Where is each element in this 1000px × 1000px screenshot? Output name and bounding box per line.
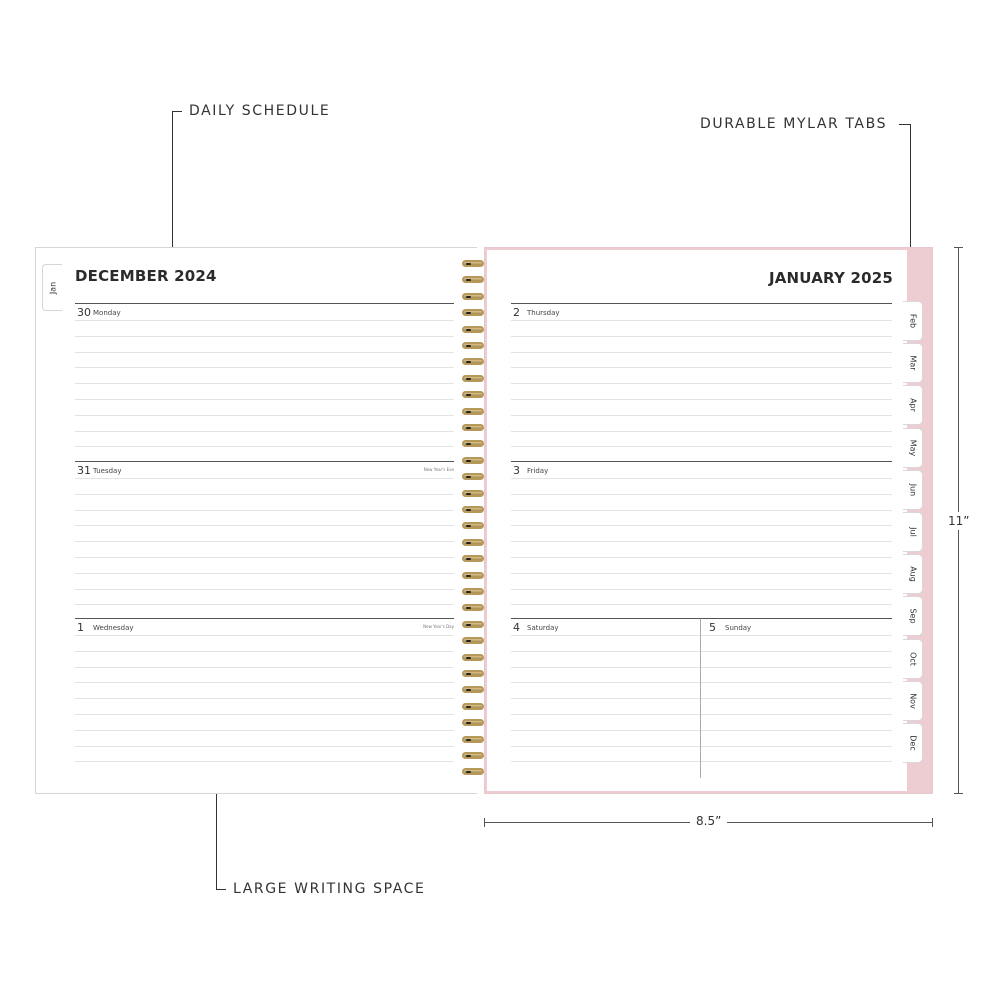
ruled-line [701,761,892,762]
writing-space-callout: LARGE WRITING SPACE [233,881,426,897]
month-tab-label: Mar [908,355,917,371]
ruled-line [75,557,454,558]
ruled-line [511,352,892,353]
month-tab-nov[interactable] [903,681,923,721]
coil-ring [462,752,484,759]
ruled-line [511,604,892,605]
height-dimension-label: 11” [948,514,970,528]
ruled-line [701,651,892,652]
ruled-line [511,478,892,479]
ruled-line [511,494,892,495]
day-number: 3 [513,464,520,477]
ruled-line [75,494,454,495]
ruled-line [701,635,892,636]
ruled-line [701,714,892,715]
ruled-line [75,730,454,731]
ruled-line [511,589,892,590]
ruled-line [511,698,700,699]
holiday-label: New Year's Day [423,624,454,629]
month-tab-label: Dec [908,735,917,751]
day-block-jan-2 [511,303,892,461]
holiday-label: New Year's Eve [423,467,454,472]
ruled-line [511,651,700,652]
width-dimension-label: 8.5” [690,814,727,828]
ruled-line [701,682,892,683]
ruled-line [511,525,892,526]
coil-ring [462,326,484,333]
ruled-line [75,399,454,400]
ruled-line [75,698,454,699]
month-tab-jun[interactable] [903,470,923,510]
ruled-line [511,557,892,558]
ruled-line [701,667,892,668]
ruled-line [75,589,454,590]
coil-ring [462,457,484,464]
day-number: 1 [77,621,84,634]
coil-ring [462,670,484,677]
month-tab-label: Apr [908,398,917,413]
ruled-line [75,682,454,683]
ruled-line [75,761,454,762]
ruled-line [511,320,892,321]
month-tab-oct[interactable] [903,639,923,679]
coil-ring [462,408,484,415]
day-name: Sunday [725,624,752,632]
ruled-line [75,478,454,479]
day-block-jan-5 [701,618,892,778]
ruled-line [511,399,892,400]
month-tab-label: May [908,439,917,456]
ruled-line [511,682,700,683]
coil-ring [462,736,484,743]
coil-ring [462,768,484,775]
coil-ring [462,358,484,365]
width-dimension-cap-right [932,818,933,827]
month-tab-label: Jan [48,281,57,294]
writing-space-leader-h [216,889,226,890]
day-block-jan-1 [75,618,454,778]
day-block-jan-4 [511,618,701,778]
ruled-line [511,761,700,762]
coil-ring [462,424,484,431]
ruled-line [75,714,454,715]
ruled-line [75,367,454,368]
ruled-line [75,510,454,511]
day-block-jan-3 [511,461,892,618]
coil-ring [462,604,484,611]
ruled-line [75,336,454,337]
spiral-binding [462,260,484,780]
month-tab-feb[interactable] [903,301,923,341]
ruled-line [511,667,700,668]
right-month-title: JANUARY 2025 [768,269,893,287]
daily-schedule-leader-h [172,111,182,112]
coil-ring [462,375,484,382]
ruled-line [75,541,454,542]
coil-ring [462,506,484,513]
ruled-line [75,320,454,321]
ruled-line [75,431,454,432]
right-page [484,247,933,794]
ruled-line [75,635,454,636]
coil-ring [462,522,484,529]
left-month-title: DECEMBER 2024 [75,267,217,285]
month-tab-aug[interactable] [903,554,923,594]
month-tab-label: Oct [908,651,917,666]
coil-ring [462,703,484,710]
coil-ring [462,260,484,267]
coil-ring [462,588,484,595]
ruled-line [75,383,454,384]
height-dimension-cap-top [954,247,963,248]
ruled-line [511,635,700,636]
day-number: 2 [513,306,520,319]
height-dimension-cap-bottom [954,793,963,794]
month-tab-label: Feb [908,313,917,329]
ruled-line [75,651,454,652]
coil-ring [462,490,484,497]
day-number: 31 [77,464,91,477]
day-name: Wednesday [93,624,134,632]
month-tab-dec[interactable] [903,723,923,763]
coil-ring [462,654,484,661]
ruled-line [75,415,454,416]
ruled-line [75,667,454,668]
month-tab-label: Aug [908,566,917,582]
coil-ring [462,686,484,693]
ruled-line [511,446,892,447]
width-dimension-cap-left [484,818,485,827]
month-tab-sep[interactable] [903,596,923,636]
ruled-line [701,698,892,699]
ruled-line [511,415,892,416]
day-block-dec-30 [75,303,454,461]
day-number: 4 [513,621,520,634]
ruled-line [511,573,892,574]
month-tab-label: Jun [908,483,917,497]
left-page-content [62,248,476,793]
ruled-line [75,525,454,526]
coil-ring [462,293,484,300]
ruled-line [75,352,454,353]
durable-tabs-callout: DURABLE MYLAR TABS [700,116,888,132]
day-number: 5 [709,621,716,634]
day-name: Saturday [527,624,559,632]
coil-ring [462,572,484,579]
coil-ring [462,391,484,398]
month-tab-label: Nov [908,692,917,709]
ruled-line [511,367,892,368]
coil-ring [462,555,484,562]
ruled-line [75,604,454,605]
ruled-line [75,573,454,574]
ruled-line [511,431,892,432]
day-block-dec-31 [75,461,454,618]
month-tab-jan[interactable] [42,264,62,311]
coil-ring [462,539,484,546]
left-page [35,247,477,794]
day-number: 30 [77,306,91,319]
ruled-line [75,746,454,747]
coil-ring [462,637,484,644]
ruled-line [511,714,700,715]
coil-ring [462,473,484,480]
month-tab-jul[interactable] [903,512,923,552]
day-name: Thursday [527,309,560,317]
ruled-line [511,336,892,337]
ruled-line [701,730,892,731]
coil-ring [462,342,484,349]
ruled-line [511,383,892,384]
month-tab-mar[interactable] [903,343,923,383]
ruled-line [75,446,454,447]
coil-ring [462,621,484,628]
month-tab-apr[interactable] [903,385,923,425]
coil-ring [462,440,484,447]
ruled-line [511,541,892,542]
month-tab-label: Jul [908,527,917,537]
day-name: Tuesday [93,467,122,475]
month-tab-may[interactable] [903,428,923,468]
day-name: Friday [527,467,549,475]
coil-ring [462,309,484,316]
ruled-line [701,746,892,747]
ruled-line [511,510,892,511]
ruled-line [511,746,700,747]
month-tab-label: Sep [908,608,917,624]
durable-tabs-leader-h [899,124,910,125]
ruled-line [511,730,700,731]
daily-schedule-callout: DAILY SCHEDULE [189,103,331,119]
coil-ring [462,276,484,283]
day-name: Monday [93,309,121,317]
right-page-content [487,250,907,791]
coil-ring [462,719,484,726]
